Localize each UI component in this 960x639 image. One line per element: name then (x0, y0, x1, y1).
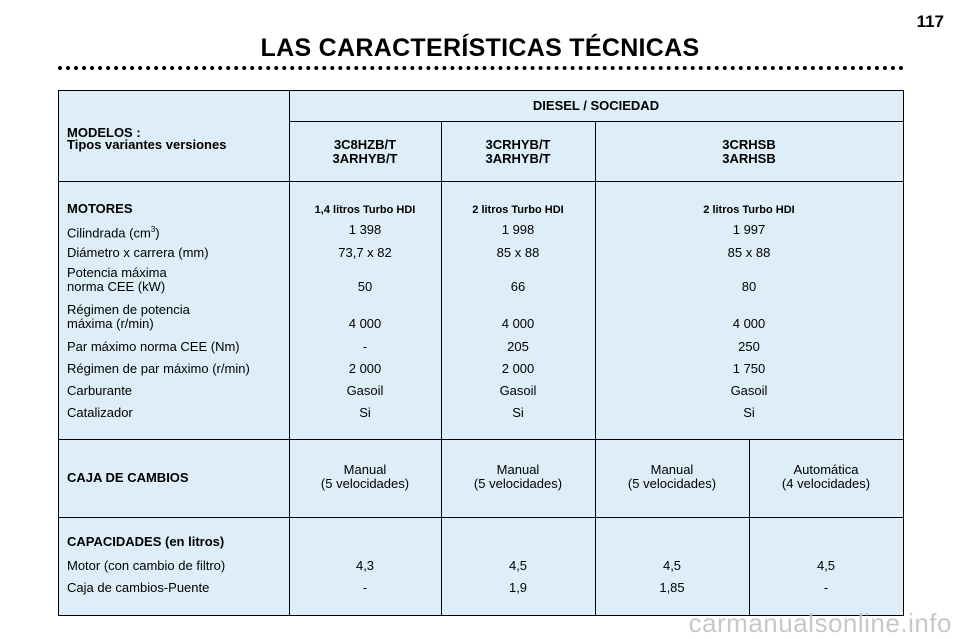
spec-table (58, 90, 904, 616)
gearbox-1-line2: (5 velocidades) (320, 476, 410, 491)
watermark: carmanualsonline.info (688, 608, 952, 638)
potencia-label-2: norma CEE (kW) (67, 279, 166, 294)
cilindrada-label (67, 222, 160, 240)
potencia-1: 50 (357, 279, 373, 294)
gearbox-capacity-1: - (362, 580, 368, 595)
col-divider-labels (289, 91, 290, 615)
variants-label: Tipos variantes versiones (67, 137, 227, 152)
catalizador-1: Si (359, 405, 371, 420)
potencia-3: 80 (741, 279, 757, 294)
col-divider-1 (441, 121, 442, 615)
par-maximo-3: 250 (738, 339, 760, 354)
variant-1-line2: 3ARHYB/T (332, 151, 398, 166)
col-divider-3 (749, 439, 750, 615)
row-divider-header (59, 181, 903, 182)
cilindrada-close: ) (155, 225, 160, 241)
motor-capacity-2: 4,5 (508, 558, 528, 573)
cilindrada-text: Cilindrada (cm (67, 225, 151, 241)
engine-name-1: 1,4 litros Turbo HDI (314, 204, 416, 216)
engine-name-3: 2 litros Turbo HDI (703, 204, 795, 216)
page-number: 117 (916, 12, 944, 31)
motor-capacity-4: 4,5 (816, 558, 836, 573)
page-title: LAS CARACTERÍSTICAS TÉCNICAS (260, 34, 700, 62)
par-maximo-1: - (362, 339, 368, 354)
carburante-2: Gasoil (499, 383, 537, 398)
gearbox-2-line1: Manual (496, 462, 540, 477)
gearbox-capacity-4: - (823, 580, 829, 595)
engines-section-label: MOTORES (67, 201, 133, 216)
catalizador-label: Catalizador (67, 405, 133, 420)
regimen-potencia-label-1: Régimen de potencia (67, 302, 190, 317)
motor-capacity-1: 4,3 (355, 558, 375, 573)
regimen-potencia-3: 4 000 (732, 316, 766, 331)
regimen-par-1: 2 000 (348, 361, 382, 376)
regimen-par-3: 1 750 (732, 361, 766, 376)
cilindrada-2: 1 998 (501, 222, 535, 237)
regimen-par-label: Régimen de par máximo (r/min) (67, 361, 250, 376)
potencia-label-1: Potencia máxima (67, 265, 167, 280)
regimen-potencia-label-2: máxima (r/min) (67, 316, 154, 331)
gearbox-3-line2: (5 velocidades) (627, 476, 717, 491)
engine-name-2: 2 litros Turbo HDI (472, 204, 564, 216)
motor-capacity-label: Motor (con cambio de filtro) (67, 558, 226, 573)
models-label: MODELOS : (67, 125, 141, 140)
gearbox-capacity-label: Caja de cambios-Puente (67, 580, 210, 595)
row-divider-engines (59, 439, 903, 440)
gearbox-capacity-2: 1,9 (508, 580, 528, 595)
gearbox-4-line2: (4 velocidades) (781, 476, 871, 491)
cilindrada-sup: 3 (150, 225, 156, 234)
par-maximo-label: Par máximo norma CEE (Nm) (67, 339, 240, 354)
cilindrada-1: 1 398 (348, 222, 382, 237)
gearbox-capacity-3: 1,85 (659, 580, 685, 595)
catalizador-2: Si (512, 405, 524, 420)
potencia-2: 66 (510, 279, 526, 294)
group-header: DIESEL / SOCIEDAD (532, 98, 660, 113)
carburante-1: Gasoil (346, 383, 384, 398)
regimen-par-2: 2 000 (501, 361, 535, 376)
catalizador-3: Si (743, 405, 755, 420)
gearbox-1-line1: Manual (343, 462, 387, 477)
gearbox-label: CAJA DE CAMBIOS (67, 470, 189, 485)
col-divider-2 (595, 121, 596, 615)
dotted-divider (58, 66, 904, 70)
cilindrada-3: 1 997 (732, 222, 766, 237)
gearbox-3-line1: Manual (650, 462, 694, 477)
variant-3-line2: 3ARHSB (722, 151, 776, 166)
variant-2-line1: 3CRHYB/T (485, 137, 551, 152)
carburante-3: Gasoil (730, 383, 768, 398)
variant-2-line2: 3ARHYB/T (485, 151, 551, 166)
regimen-potencia-1: 4 000 (348, 316, 382, 331)
motor-capacity-3: 4,5 (662, 558, 682, 573)
diametro-2: 85 x 88 (496, 245, 540, 260)
diametro-3: 85 x 88 (727, 245, 771, 260)
par-maximo-2: 205 (507, 339, 529, 354)
row-divider-group (289, 121, 903, 122)
gearbox-2-line2: (5 velocidades) (473, 476, 563, 491)
diametro-1: 73,7 x 82 (338, 245, 392, 260)
carburante-label: Carburante (67, 383, 133, 398)
variant-1-line1: 3C8HZB/T (333, 137, 397, 152)
variant-3-line1: 3CRHSB (722, 137, 776, 152)
capacities-label: CAPACIDADES (en litros) (67, 534, 225, 549)
regimen-potencia-2: 4 000 (501, 316, 535, 331)
diametro-label: Diámetro x carrera (mm) (67, 245, 209, 260)
gearbox-4-line1: Automática (793, 462, 859, 477)
row-divider-gearbox (59, 517, 903, 518)
